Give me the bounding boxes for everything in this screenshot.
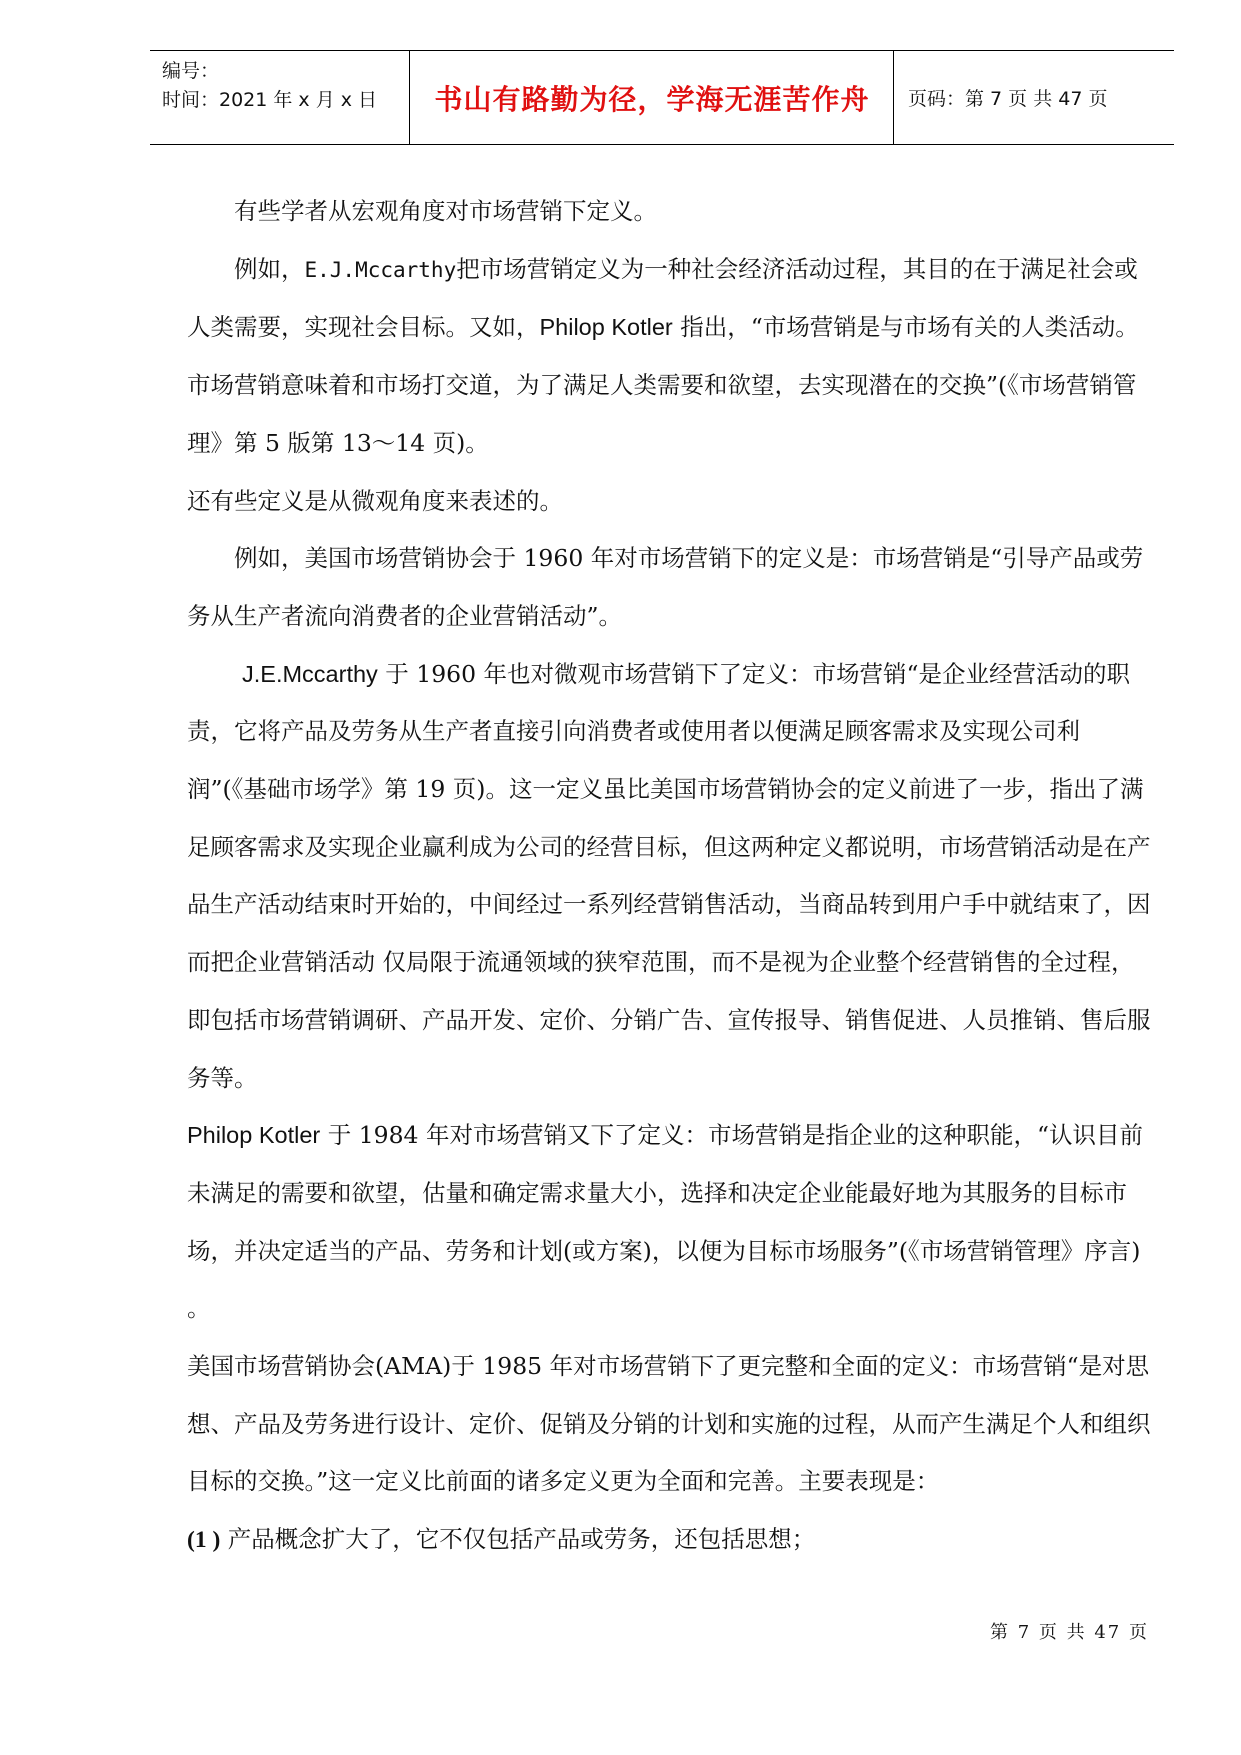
- header-divider: [409, 51, 410, 144]
- document-number-label: 编号：: [162, 60, 220, 82]
- author-name: J.E.Mccarthy: [242, 660, 378, 687]
- paragraph-mccarthy-1960: [187, 646, 1155, 1108]
- document-time-label: 时间：2021 年 x 月 x 日: [162, 89, 378, 111]
- paragraph-ama-1985: 美国市场营销协会(AMA)于 1985 年对市场营销下了更完整和全面的定义：市场营销“是对思想、产品及劳务进行设计、定价、促销及分销的计划和实施的过程，从而产生满足个人和组织目标的交换。”这一定义比前面的诸多定义更为全面和完善。主要表现是：: [187, 1352, 1151, 1496]
- header-page-number: 页码：第 7 页 共 47 页: [908, 88, 1108, 110]
- paragraph-text: 把市场营销定义为一种社会经济活动过程，其目的在于满足社会或人类需要，实现社会目标。又如，: [187, 254, 1138, 342]
- paragraph-text: 于 1960 年也对微观市场营销下了定义：市场营销“是企业经营活动的职责，它将产品及劳务从生产者直接引向消费者或使用者以便满足顾客需求及实现公司利润”(《基础市场学》第 19 页)。这一定义虽比美国市场营销协会的定义前进了一步，指出了满足顾客需求及实现企业赢利成为公司的经营目标，但这两种定义都说明，市场营销活动是在产品生产活动结束时开始的，中间经过一系列经营销售活动，当商品转到用户手中就结束了，因而把企业营销活动 仅局限于流通领域的狭窄范围，而不是视为企业整个经营销售的全过程，即包括市场营销调研、产品开发、定价、分销广告、宣传报导、销售促进、人员推销、售后服务等。: [187, 659, 1151, 1092]
- author-name: Philop Kotler: [539, 314, 673, 341]
- header-divider: [893, 51, 894, 144]
- paragraph-ama-1960: 例如，美国市场营销协会于 1960 年对市场营销下的定义是：市场营销是“引导产品或劳务从生产者流向消费者的企业营销活动”。: [187, 544, 1144, 630]
- paragraph-text: 指出，“市场营销是与市场有关的人类活动。市场营销意味着和市场打交道，为了满足人类需要和欲望，去实现潜在的交换”(《市场营销管理》第 5 版第 13～14 页)。: [187, 313, 1139, 457]
- document-header: [150, 50, 1174, 145]
- list-item-text: 产品概念扩大了，它不仅包括产品或劳务，还包括思想；: [220, 1525, 816, 1554]
- paragraph-macro-intro: 有些学者从宏观角度对市场营销下定义。: [234, 197, 657, 225]
- paragraph-micro-intro: 还有些定义是从微观角度来表述的。: [187, 486, 563, 515]
- list-item: [187, 1511, 1155, 1570]
- paragraph-kotler-1984: [187, 1107, 1155, 1338]
- paragraph-text: 例如，: [234, 254, 305, 283]
- page-footer: 第 7 页 共 47 页: [990, 1622, 1149, 1643]
- document-body: [187, 183, 1155, 1570]
- paragraph-text: 于 1984 年对市场营销又下了定义：市场营销是指企业的这种职能，“认识目前未满足的需要和欲望，估量和确定需求量大小，选择和决定企业能最好地为其服务的目标市场，并决定适当的产品、劳务和计划(或方案)，以便为目标市场服务”(《市场营销管理》序言) 。: [187, 1121, 1143, 1323]
- list-item-number: (1 ): [187, 1527, 221, 1554]
- paragraph-macro-examples: [187, 241, 1155, 473]
- header-motto: 书山有路勤为径，学海无涯苦作舟: [434, 82, 870, 116]
- author-name: Philop Kotler: [187, 1122, 321, 1149]
- author-name: E.J.Mccarthy: [304, 257, 457, 282]
